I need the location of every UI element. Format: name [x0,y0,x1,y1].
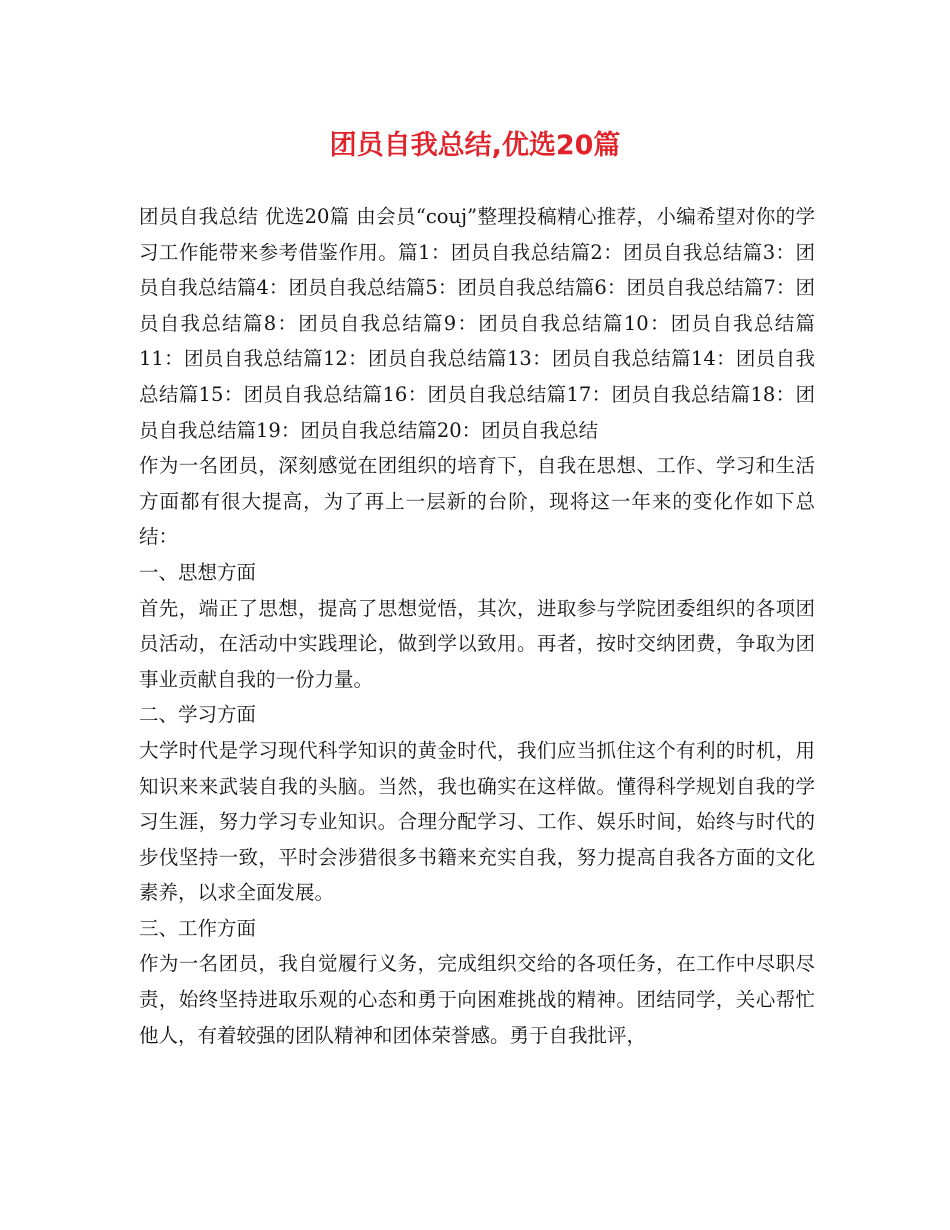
document-title: 团员自我总结,优选20篇 [329,130,621,161]
work-paragraph: 作为一名团员，我自觉履行义务，完成组织交给的各项任务，在工作中尽职尽责，始终坚持进取乐观的心态和勇于向困难挑战的精神。团结同学，关心帮忙他人，有着较强的团队精神和团体荣誉感。勇于自我批评， [139,952,815,1047]
intro-paragraph: 团员自我总结 优选20篇 由会员“couj”整理投稿精心推荐，小编希望对你的学习工作能带来参考借鉴作用。篇1：团员自我总结篇2：团员自我总结篇3：团员自我总结篇4：团员自我总结篇5：团员自我总结篇6：团员自我总结篇7：团员自我总结篇8：团员自我总结篇9：团员自我总结篇10：团员自我总结篇11：团员自我总结篇12：团员自我总结篇13：团员自我总结篇14：团员自我总结篇15：团员自我总结篇16：团员自我总结篇17：团员自我总结篇18：团员自我总结篇19：团员自我总结篇20：团员自我总结 [139,205,815,442]
overview-paragraph: 作为一名团员，深刻感觉在团组织的培育下，自我在思想、工作、学习和生活方面都有很大提高，为了再上一层新的台阶，现将这一年来的变化作如下总结： [139,454,815,549]
section-heading-thought: 一、思想方面 [139,560,257,584]
document-body [139,199,815,1053]
section-heading-study: 二、学习方面 [139,703,257,727]
thought-paragraph: 首先，端正了思想，提高了思想觉悟，其次，进取参与学院团委组织的各项团员活动，在活动中实践理论，做到学以致用。再者，按时交纳团费，争取为团事业贡献自我的一份力量。 [139,596,815,691]
study-paragraph: 大学时代是学习现代科学知识的黄金时代，我们应当抓住这个有利的时机，用知识来来武装自我的头脑。当然，我也确实在这样做。懂得科学规划自我的学习生涯，努力学习专业知识。合理分配学习、工作、娱乐时间，始终与时代的步伐坚持一致，平时会涉猎很多书籍来充实自我，努力提高自我各方面的文化素养，以求全面发展。 [139,738,815,905]
section-heading-work: 三、工作方面 [139,916,257,940]
